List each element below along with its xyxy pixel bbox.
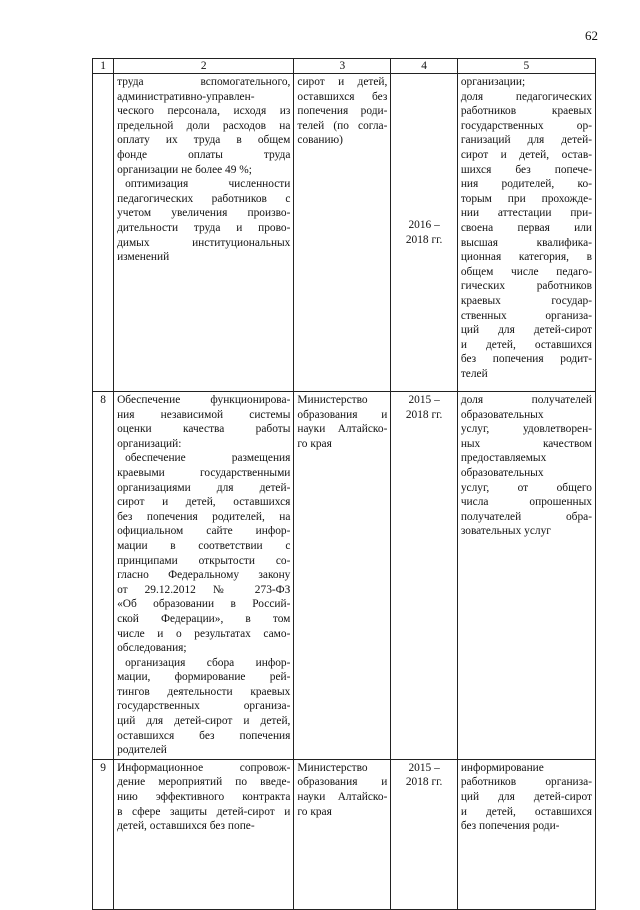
text-line: «Об образовании в Россий- — [117, 598, 291, 611]
text-line: изменений — [117, 251, 170, 264]
text-line: дительности труда и прово- — [117, 221, 291, 234]
page-number: 62 — [585, 28, 598, 43]
text-line: образования и — [297, 776, 388, 789]
table-row — [93, 759, 596, 909]
text-line: числе и о результатах само- — [117, 627, 291, 640]
text-line: ганизаций для детей- — [460, 134, 592, 147]
measure-cell — [114, 392, 294, 760]
text-line: Министерство — [297, 394, 368, 406]
text-line: го края — [297, 437, 332, 450]
text-line: фонде оплаты труда — [117, 148, 291, 161]
text-line: в сфере защиты детей-сирот и — [117, 805, 291, 818]
text-line: без попечения роди- — [460, 820, 560, 833]
text-line: организациями для детей- — [117, 481, 291, 494]
text-line: шихся без попече- — [460, 163, 592, 176]
executor-cell — [294, 74, 391, 392]
text-line: го края — [297, 805, 332, 818]
text-line: ния родителей, ко- — [460, 178, 592, 191]
column-header: 2 — [114, 59, 294, 74]
executor-cell — [294, 759, 391, 909]
period-cell: 2015 – 2018 гг. — [391, 759, 457, 909]
text-line: образовательных — [460, 466, 544, 479]
text-line: организации; — [460, 76, 526, 88]
text-line: телей (по согла- — [297, 119, 388, 132]
text-line: ций для детей-сирот — [460, 324, 592, 337]
column-header: 3 — [294, 59, 391, 74]
text-line: получателей обра- — [460, 510, 592, 523]
measures-table — [92, 58, 596, 910]
text-line: сирот и детей, оставшихся — [117, 496, 291, 509]
column-header: 1 — [93, 59, 114, 74]
text-line: работников краевых — [460, 105, 592, 118]
executor-cell — [294, 392, 391, 760]
text-line: организация сбора инфор- — [125, 656, 291, 669]
text-line: зовательных услуг — [460, 525, 551, 538]
text-line: услуг, удовлетворен- — [460, 423, 592, 436]
text-line: ской Федерации», в том — [117, 612, 291, 625]
text-line: мации в соответствии с — [117, 539, 291, 552]
text-line: торым при прохожде- — [460, 192, 592, 205]
column-header: 4 — [391, 59, 457, 74]
text-line: оптимизация численности — [125, 178, 291, 191]
text-line: попечения роди- — [297, 105, 388, 118]
text-line: труда вспомогательного, — [117, 76, 291, 88]
text-line: принципами открытости со- — [117, 554, 291, 567]
text-line: гических работников — [460, 280, 592, 293]
text-line: ственных организа- — [460, 309, 592, 322]
text-line: предельной доли расходов на — [117, 119, 291, 132]
text-line: организации не более 49 %; — [117, 163, 252, 176]
measure-cell — [114, 74, 294, 392]
row-number: 8 — [93, 392, 114, 760]
text-line: нии аттестации при- — [460, 207, 592, 220]
text-line: оплату их труда в общем — [117, 134, 291, 147]
text-line: нию эффективного контракта — [117, 791, 291, 804]
text-line: числа опрошенных — [460, 496, 592, 509]
text-line: общем числе педаго- — [460, 265, 592, 278]
text-line: педагогических работников с — [117, 192, 291, 205]
text-line: административно-управлен- — [117, 90, 255, 103]
table-body — [93, 74, 596, 910]
text-line: димых институциональных — [117, 236, 291, 249]
row-number — [93, 74, 114, 392]
text-line: работников организа- — [460, 776, 592, 789]
text-line: тингов деятельности краевых — [117, 685, 291, 698]
text-line: и детей, оставшихся — [460, 805, 592, 818]
period-cell: 2016 – 2018 гг. — [391, 74, 457, 392]
text-line: обеспечение размещения — [125, 452, 291, 465]
text-line: Обеспечение функционирова- — [117, 394, 291, 406]
text-line: образовательных — [460, 408, 544, 421]
text-line: детей, оставшихся без попе- — [117, 820, 255, 833]
text-line: оставшихся без — [297, 90, 388, 103]
text-line: своена первая или — [460, 221, 592, 234]
text-line: Министерство — [297, 761, 368, 774]
text-line: Информационное сопровож- — [117, 761, 291, 774]
table-row — [93, 392, 596, 760]
text-line: сованию) — [297, 134, 343, 147]
text-line: доля получателей — [460, 394, 592, 406]
text-line: государственных ор- — [460, 119, 592, 132]
text-line: предоставляемых — [460, 452, 547, 465]
text-line: учетом увеличения произво- — [117, 207, 291, 220]
text-line: ций для детей-сирот и детей, — [117, 715, 291, 728]
text-line: образования и — [297, 408, 388, 421]
text-line: ционная категория, в — [460, 251, 592, 264]
text-line: без попечения родит- — [460, 353, 592, 366]
text-line: краевых государ- — [460, 294, 592, 307]
text-line: ций для детей-сирот — [460, 791, 592, 804]
text-line: высшая квалифика- — [460, 236, 592, 249]
text-line: ных качеством — [460, 437, 592, 450]
row-number: 9 — [93, 759, 114, 909]
table-row — [93, 74, 596, 392]
text-line: краевыми государственными — [117, 466, 291, 479]
text-line: от 29.12.2012 № 273-ФЗ — [117, 583, 291, 596]
text-line: государственных организа- — [117, 700, 291, 713]
text-line: обследования; — [117, 642, 187, 655]
text-line: ческого персонала, исходя из — [117, 105, 291, 118]
text-line: родителей — [117, 744, 167, 757]
text-line: организаций: — [117, 437, 182, 450]
text-line: дение мероприятий по введе- — [117, 776, 291, 789]
indicator-cell — [457, 392, 595, 760]
text-line: сирот и детей, — [297, 76, 388, 88]
text-line: без попечения родителей, на — [117, 510, 291, 523]
text-line: мации, формирование рей- — [117, 671, 291, 684]
column-header: 5 — [457, 59, 595, 74]
text-line: гласно Федеральному закону — [117, 569, 291, 582]
text-line: науки Алтайско- — [297, 791, 388, 804]
indicator-cell — [457, 74, 595, 392]
text-line: телей — [460, 367, 488, 380]
text-line: ния независимой системы — [117, 408, 291, 421]
text-line: сирот и детей, остав- — [460, 148, 592, 161]
text-line: и детей, оставшихся — [460, 338, 592, 351]
measure-cell — [114, 759, 294, 909]
text-line: оценки качества работы — [117, 423, 291, 436]
column-number-row — [93, 59, 596, 74]
text-line: оставшихся без попечения — [117, 729, 291, 742]
text-line: науки Алтайско- — [297, 423, 388, 436]
indicator-cell — [457, 759, 595, 909]
text-line: информирование — [460, 761, 544, 774]
text-line: официальном сайте инфор- — [117, 525, 291, 538]
period-cell: 2015 – 2018 гг. — [391, 392, 457, 760]
text-line: услуг, от общего — [460, 481, 592, 494]
text-line: доля педагогических — [460, 90, 592, 103]
